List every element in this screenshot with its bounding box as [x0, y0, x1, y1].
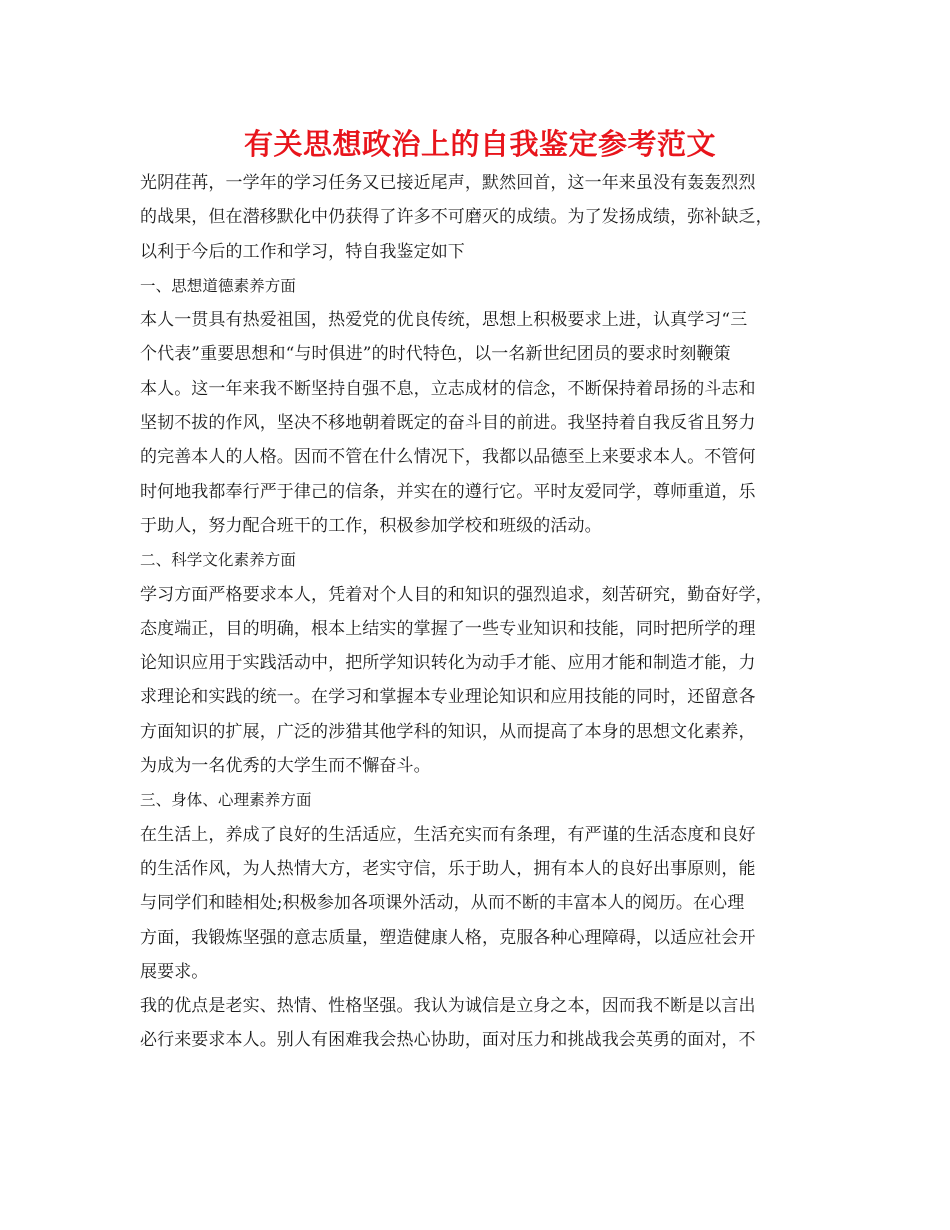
- body-line: 的战果，但在潜移默化中仍获得了许多不可磨灭的成绩。为了发扬成绩，弥补缺乏，: [140, 207, 773, 228]
- section-heading: 三、身体、心理素养方面: [140, 791, 312, 810]
- body-line: 方面，我锻炼坚强的意志质量，塑造健康人格，克服各种心理障碍，以适应社会开: [140, 927, 756, 948]
- body-line: 态度端正，目的明确，根本上结实的掌握了一些专业知识和技能，同时把所学的理: [140, 618, 756, 639]
- body-line: 时何地我都奉行严于律己的信条，并实在的遵行它。平时友爱同学，尊师重道，乐: [140, 481, 756, 502]
- body-line: 于助人，努力配合班干的工作，积极参加学校和班级的活动。: [140, 515, 602, 536]
- body-line: 与同学们和睦相处;积极参加各项课外活动，从而不断的丰富本人的阅历。在心理: [140, 893, 745, 914]
- body-line: 光阴荏苒，一学年的学习任务又已接近尾声，默然回首，这一年来虽没有轰轰烈烈: [140, 173, 756, 193]
- body-line: 我的优点是老实、热情、性格坚强。我认为诚信是立身之本，因而我不断是以言出: [140, 996, 756, 1017]
- body-line: 学习方面严格要求本人，凭着对个人目的和知识的强烈追求，刻苦研究，勤奋好学，: [140, 584, 773, 605]
- document-title: 有关思想政治上的自我鉴定参考范文: [243, 127, 716, 161]
- body-line: 的生活作风，为人热情大方，老实守信，乐于助人，拥有本人的良好出事原则，能: [140, 858, 756, 879]
- section-heading: 二、科学文化素养方面: [140, 551, 297, 570]
- body-line: 展要求。: [140, 961, 209, 982]
- body-line: 本人。这一年来我不断坚持自强不息，立志成材的信念，不断保持着昂扬的斗志和: [140, 378, 756, 399]
- document-page: [140, 122, 820, 1058]
- body-line: 本人一贯具有热爱祖国，热爱党的优良传统，思想上积极要求上进，认真学习“三: [140, 310, 748, 331]
- body-line: 在生活上，养成了良好的生活适应，生活充实而有条理，有严谨的生活态度和良好: [140, 824, 756, 845]
- body-line: 为成为一名优秀的大学生而不懈奋斗。: [140, 756, 431, 777]
- body-line: 个代表”重要思想和“与时俱进”的时代特色，以一名新世纪团员的要求时刻鞭策: [140, 344, 731, 365]
- body-line: 必行来要求本人。别人有困难我会热心协助，面对压力和挑战我会英勇的面对，不: [140, 1030, 756, 1051]
- body-line: 方面知识的扩展，广泛的涉猎其他学科的知识，从而提高了本身的思想文化素养，: [140, 721, 756, 742]
- body-line: 以利于今后的工作和学习，特自我鉴定如下: [140, 241, 465, 262]
- section-heading: 一、思想道德素养方面: [140, 276, 297, 295]
- body-line: 的完善本人的人格。因而不管在什么情况下，我都以品德至上来要求本人。不管何: [140, 447, 756, 468]
- body-line: 坚韧不拔的作风，坚决不移地朝着既定的奋斗目的前进。我坚持着自我反省且努力: [140, 413, 756, 434]
- body-line: 求理论和实践的统一。在学习和掌握本专业理论知识和应用技能的同时，还留意各: [140, 687, 756, 708]
- body-line: 论知识应用于实践活动中，把所学知识转化为动手才能、应用才能和制造才能，力: [140, 653, 756, 674]
- document-body: [140, 166, 820, 1058]
